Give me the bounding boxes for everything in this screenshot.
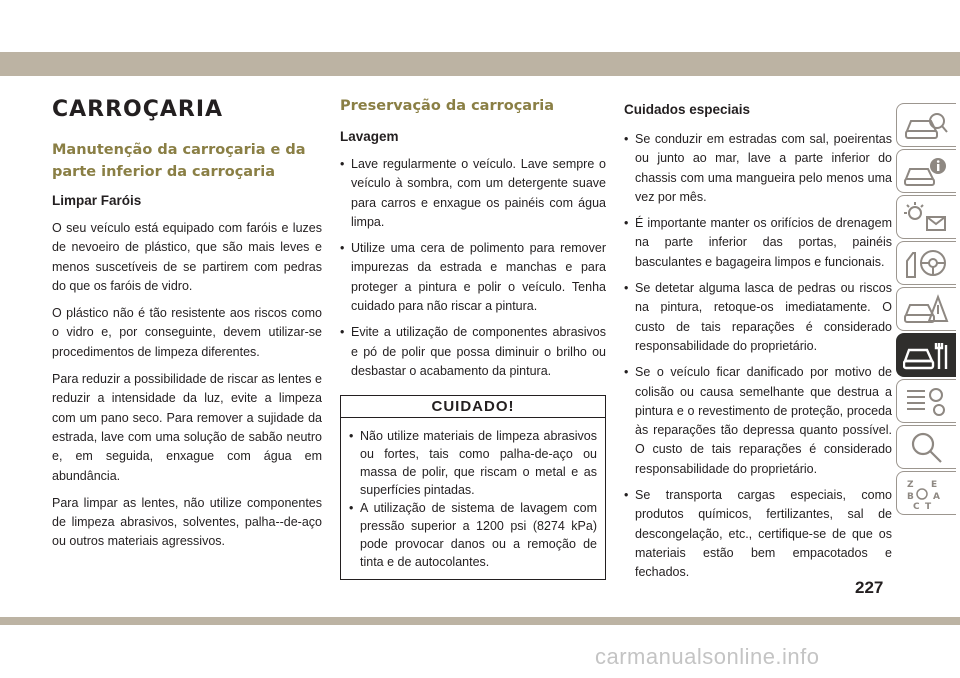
special-care-subheading: Cuidados especiais bbox=[624, 102, 751, 117]
svg-text:B: B bbox=[907, 492, 914, 502]
svg-text:Z: Z bbox=[907, 480, 914, 490]
bottom-band bbox=[0, 617, 960, 625]
list-item: • É importante manter os orifícios de drenagem na parte inferior das portas, painéis basculantes e bagageira limpos e funcionais. bbox=[624, 214, 892, 272]
caution-box bbox=[340, 395, 606, 580]
caution-list bbox=[341, 418, 605, 579]
chapter-tabs bbox=[896, 103, 960, 517]
car-info-icon[interactable] bbox=[896, 149, 956, 193]
list-item: • Se detetar alguma lasca de pedras ou riscos na pintura, retoque-os imediatamente. O custo de tais reparações é considerado responsabilidade do proprietário. bbox=[624, 279, 892, 356]
body-maintenance-heading: Manutenção da carroçaria e da parte inferior da carroçaria bbox=[52, 142, 306, 180]
headlight-cleaning-subheading: Limpar Faróis bbox=[52, 193, 142, 208]
car-service-icon[interactable] bbox=[896, 333, 956, 377]
section-title: CARROÇARIA bbox=[52, 97, 224, 122]
column-2 bbox=[340, 95, 606, 580]
list-item: • Se o veículo ficar danificado por motivo de colisão ou causa semelhante que destrua a pintura e o revestimento de proteção, proceda às reparações tão depressa quanto possível. O custo de tais reparações é considerado responsabilidade do proprietário. bbox=[624, 363, 892, 479]
paragraph: Para reduzir a possibilidade de riscar as lentes e reduzir a intensidade da luz, evite a limpeza com um pano seco. Para remover a sujidade da estrada, lave com uma solução de sabão neutro e, em seguida, enxague com água em abundância. bbox=[52, 372, 322, 483]
list-item: • Lave regularmente o veículo. Lave sempre o veículo à sombra, com um detergente suave para carros e enxague os painéis com água limpa. bbox=[340, 155, 606, 232]
car-search-icon[interactable] bbox=[896, 103, 956, 147]
washing-subheading: Lavagem bbox=[340, 129, 399, 144]
svg-text:E: E bbox=[931, 480, 938, 490]
list-item: • Se conduzir em estradas com sal, poeirentas ou junto ao mar, lave a parte inferior do chassis com uma mangueira pelo menos uma vez por mês. bbox=[624, 130, 892, 207]
svg-text:C: C bbox=[913, 502, 920, 511]
index-search-icon[interactable] bbox=[896, 425, 956, 469]
column-3 bbox=[624, 100, 892, 590]
steering-wheel-icon[interactable] bbox=[896, 241, 956, 285]
body-preservation-heading: Preservação da carroçaria bbox=[340, 98, 554, 114]
specifications-icon[interactable] bbox=[896, 379, 956, 423]
caution-title: CUIDADO! bbox=[341, 396, 605, 418]
top-band bbox=[0, 52, 960, 76]
column-1 bbox=[52, 95, 322, 560]
svg-text:T: T bbox=[925, 502, 932, 511]
roadside-warning-icon[interactable] bbox=[896, 287, 956, 331]
warning-lights-icon[interactable] bbox=[896, 195, 956, 239]
svg-text:A: A bbox=[933, 492, 940, 502]
paragraph: O seu veículo está equipado com faróis e luzes de nevoeiro de plástico, que são mais leves e menos suscetíveis de se partirem com pedras do que os faróis de vidro. bbox=[52, 221, 322, 293]
paragraph: Para limpar as lentes, não utilize componentes de limpeza abrasivos, solventes, palha--de-aço ou outros materiais agressivos. bbox=[52, 495, 322, 549]
list-item: • Se transporta cargas especiais, como produtos químicos, fertilizantes, sal de descongelação, etc., certifique-se de que os materiais estão bem empacotados e fechados. bbox=[624, 486, 892, 582]
list-item: • Evite a utilização de componentes abrasivos e pó de polir que possa diminuir o brilho ou desbastar o acabamento da pintura. bbox=[340, 323, 606, 381]
special-care-list bbox=[624, 130, 892, 583]
page-number: 227 bbox=[855, 578, 884, 597]
caution-item: • Não utilize materiais de limpeza abrasivos ou fortes, tais como palha-de-aço ou massa de polir, que riscam o metal e as superfícies pintadas. bbox=[349, 427, 597, 499]
washing-list bbox=[340, 155, 606, 381]
list-item: • Utilize uma cera de polimento para remover impurezas da estrada e manchas e para proteger a pintura e polir o veículo. Tenha cuidado para não riscar a pintura. bbox=[340, 239, 606, 316]
alphabet-index-icon[interactable] bbox=[896, 471, 956, 515]
caution-item: • A utilização de sistema de lavagem com pressão superior a 1200 psi (8274 kPa) pode provocar danos ou a remoção de tinta e de autocolantes. bbox=[349, 499, 597, 571]
watermark: carmanualsonline.info bbox=[595, 644, 820, 669]
paragraph: O plástico não é tão resistente aos riscos como o vidro e, por conseguinte, devem utilizar-se procedimentos de limpeza diferentes. bbox=[52, 306, 322, 359]
